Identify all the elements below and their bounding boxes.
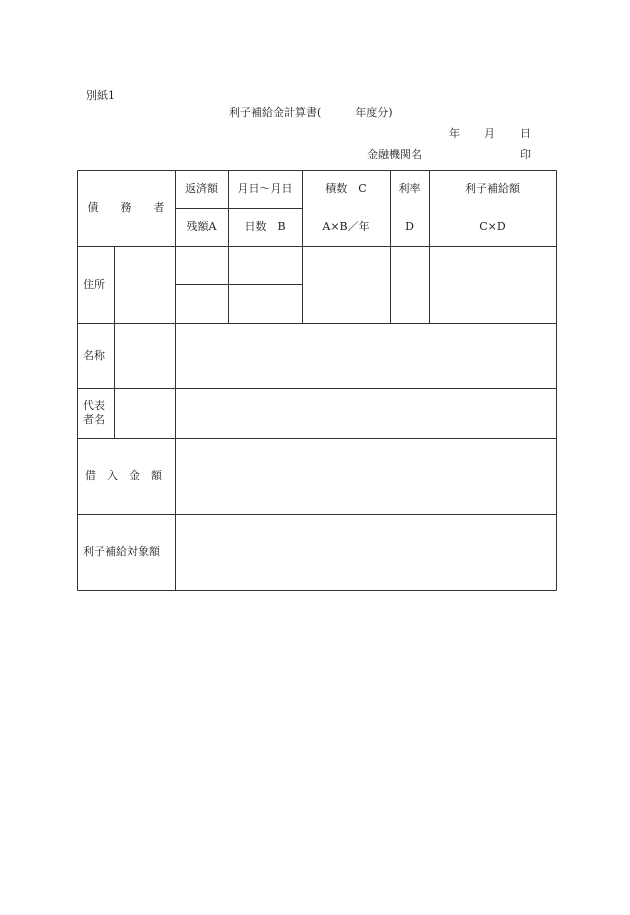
col-subheader-subsidy-formula: C×D xyxy=(479,220,506,233)
date-month-label: 月 xyxy=(484,127,495,140)
interest-subsidy-table xyxy=(77,170,557,591)
representative-label-line2: 者名 xyxy=(83,413,105,426)
row-label-subsidy-target: 利子補給対象額 xyxy=(83,545,160,558)
representative-label-line1: 代表 xyxy=(83,399,105,412)
row-label-name: 名称 xyxy=(83,348,105,362)
col-subheader-product-formula: A×B／年 xyxy=(322,220,370,233)
col-header-product: 積数 C xyxy=(325,182,367,195)
col-subheader-rate-symbol: D xyxy=(405,220,414,233)
row-label-loan-amount: 借 入 金 額 xyxy=(85,469,162,482)
name-value-cell[interactable] xyxy=(175,323,556,388)
product-value-cell[interactable] xyxy=(302,246,390,323)
row-label-address: 住所 xyxy=(83,277,105,291)
date-year-label: 年 xyxy=(449,127,460,140)
document-title xyxy=(229,104,393,120)
col-header-rate: 利率 xyxy=(398,182,421,195)
date-day-label: 日 xyxy=(520,127,531,140)
col-header-subsidy: 利子補給額 xyxy=(465,182,520,195)
representative-value-cell[interactable] xyxy=(175,388,556,438)
title-suffix: 年度分) xyxy=(355,106,393,119)
subsidy-target-value-cell[interactable] xyxy=(175,514,556,590)
seal-label: 印 xyxy=(520,148,531,161)
title-prefix: 利子補給金計算書( xyxy=(229,106,322,119)
repayment-value-cell[interactable] xyxy=(175,246,228,284)
debtor-header: 債 務 者 xyxy=(87,201,165,214)
col-subheader-balance: 残額A xyxy=(186,220,217,233)
institution-label: 金融機関名 xyxy=(367,148,422,161)
row-label-representative xyxy=(83,388,114,438)
col-header-period: 月日～月日 xyxy=(237,182,293,195)
days-value-cell[interactable] xyxy=(228,284,302,323)
col-header-repayment: 返済額 xyxy=(185,182,218,195)
balance-value-cell[interactable] xyxy=(175,284,228,323)
period-value-cell[interactable] xyxy=(228,246,302,284)
subsidy-value-cell[interactable] xyxy=(429,246,556,323)
rate-value-cell[interactable] xyxy=(390,246,429,323)
loan-amount-value-cell[interactable] xyxy=(175,438,556,514)
attachment-label: 別紙1 xyxy=(86,89,115,102)
address-value-cell[interactable] xyxy=(114,246,175,323)
col-subheader-days: 日数 B xyxy=(244,220,286,233)
